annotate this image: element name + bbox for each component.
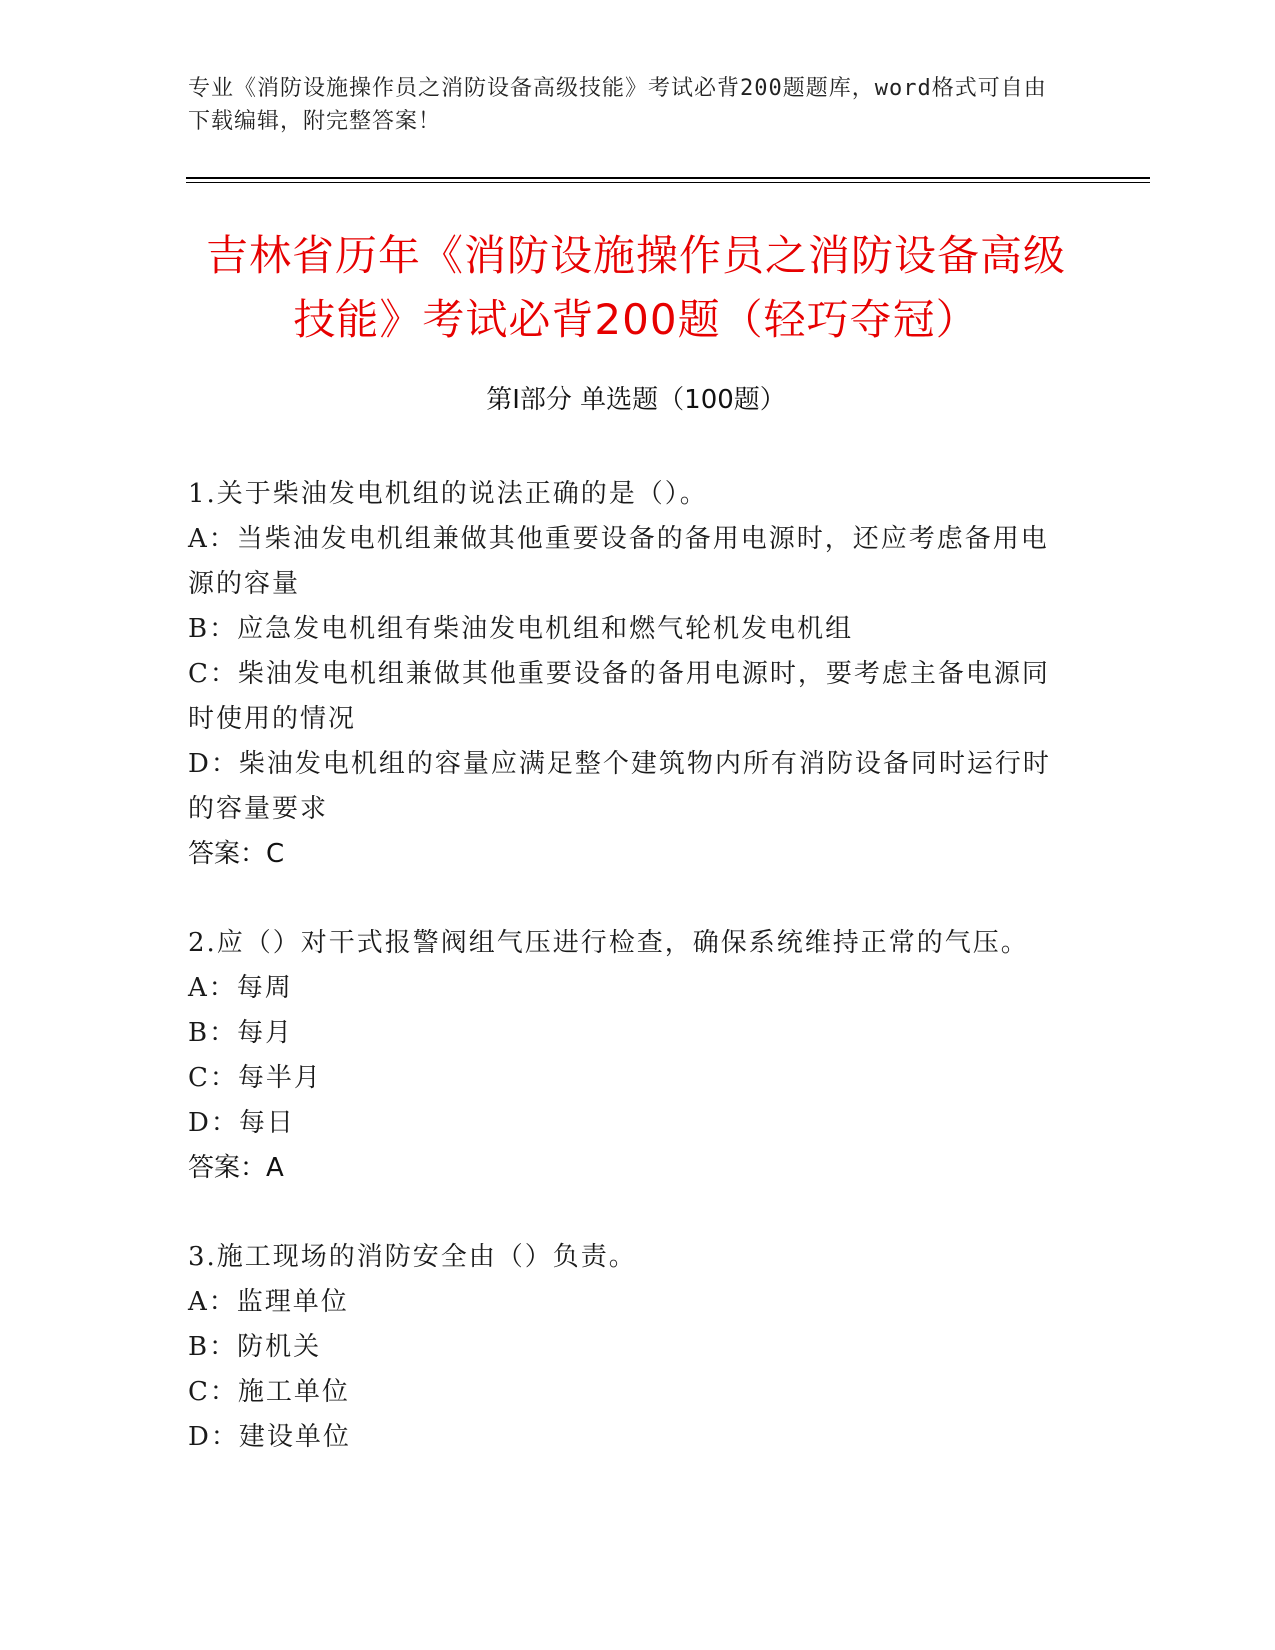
header-rule-thin bbox=[186, 182, 1150, 183]
option-b: B：应急发电机组有柴油发电机组和燃气轮机发电机组 bbox=[188, 614, 854, 644]
answer-line: 答案：A bbox=[188, 1153, 284, 1183]
option-a: A：每周 bbox=[188, 973, 293, 1003]
header-note: 专业《消防设施操作员之消防设备高级技能》考试必背200题题库，word格式可自由下载编辑，附完整答案！ bbox=[188, 76, 1047, 134]
option-b: B：每月 bbox=[188, 1018, 294, 1048]
document-title: 吉林省历年《消防设施操作员之消防设备高级技能》考试必背200题（轻巧夺冠） bbox=[205, 231, 1066, 344]
option-a: A：当柴油发电机组兼做其他重要设备的备用电源时，还应考虑备用电源的容量 bbox=[188, 524, 1049, 599]
question-stem: 1.关于柴油发电机组的说法正确的是（）。 bbox=[188, 479, 708, 509]
option-d: D：柴油发电机组的容量应满足整个建筑物内所有消防设备同时运行时的容量要求 bbox=[188, 749, 1051, 824]
question-list bbox=[188, 472, 1068, 1504]
option-a: A：监理单位 bbox=[188, 1287, 349, 1317]
option-d: D：每日 bbox=[188, 1108, 295, 1138]
header-rule-thick bbox=[186, 177, 1150, 179]
question-stem: 2.应（）对干式报警阀组气压进行检查，确保系统维持正常的气压。 bbox=[188, 928, 1029, 958]
answer-line: 答案：C bbox=[188, 839, 285, 869]
option-c: C：柴油发电机组兼做其他重要设备的备用电源时，要考虑主备电源同时使用的情况 bbox=[188, 659, 1050, 734]
question-stem: 3.施工现场的消防安全由（）负责。 bbox=[188, 1242, 637, 1272]
option-c: C：每半月 bbox=[188, 1063, 322, 1093]
question-3 bbox=[188, 1235, 1068, 1460]
option-d: D：建设单位 bbox=[188, 1422, 351, 1452]
question-1 bbox=[188, 472, 1068, 877]
option-c: C：施工单位 bbox=[188, 1377, 350, 1407]
option-b: B：防机关 bbox=[188, 1332, 322, 1362]
question-2 bbox=[188, 921, 1068, 1191]
section-title: 第I部分 单选题（100题） bbox=[486, 385, 786, 415]
